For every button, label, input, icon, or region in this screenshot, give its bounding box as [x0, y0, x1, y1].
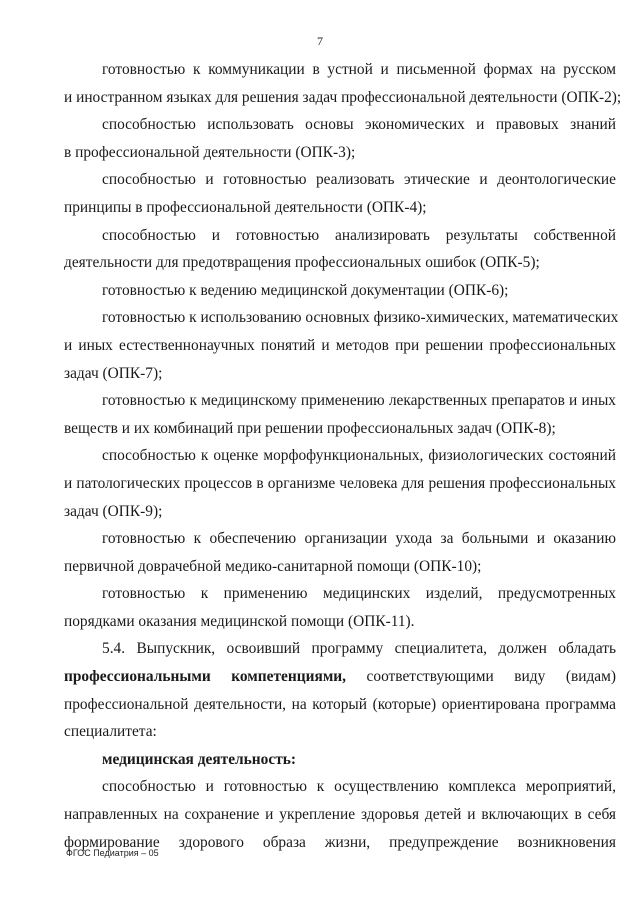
text-line: способностью к оценке морфофункциональных, физиологических состояний: [102, 447, 616, 465]
text-line: порядками оказания медицинской помощи (ОПК-11).: [64, 612, 415, 630]
text-line: готовностью к коммуникации в устной и письменной формах на русском: [102, 61, 616, 78]
text-line: специалитета:: [64, 723, 157, 741]
text-line: медицинская деятельность:: [102, 750, 297, 768]
text-line: готовностью к обеспечению организации ухода за больными и оказанию: [102, 530, 616, 548]
text-line: готовностью к использованию основных физико-химических, математических: [102, 309, 619, 327]
text-line: и иных естественнонаучных понятий и методов при решении профессиональных: [64, 336, 616, 354]
text-line: задач (ОПК-9);: [64, 502, 163, 520]
text-line: способностью использовать основы экономических и правовых знаний: [102, 116, 616, 134]
text-line: задач (ОПК-7);: [64, 364, 163, 382]
text-line: в профессиональной деятельности (ОПК-3);: [64, 143, 356, 161]
text-line: и патологических процессов в организме человека для решения профессиональных: [64, 474, 616, 492]
text-line: способностью и готовностью реализовать этические и деонтологические: [102, 171, 616, 189]
text-line: формирование здорового образа жизни, предупреждение возникновения: [64, 833, 616, 851]
document-body: [64, 56, 622, 856]
text-line: первичной доврачебной медико-санитарной помощи (ОПК-10);: [64, 557, 482, 575]
text-line: готовностью к ведению медицинской документации (ОПК-6);: [102, 281, 509, 299]
text-line: и иностранном языках для решения задач профессиональной деятельности (ОПК-2);: [64, 88, 622, 106]
text-line: деятельности для предотвращения профессиональных ошибок (ОПК-5);: [64, 254, 540, 272]
text-line: [64, 663, 616, 691]
page-number: 7: [317, 34, 323, 48]
text-line: профессиональной деятельности, на который (которые) ориентирована программа: [64, 695, 616, 713]
text-line: способностью и готовностью к осуществлению комплекса мероприятий,: [102, 778, 616, 796]
text-line: способностью и готовностью анализировать результаты собственной: [102, 226, 616, 244]
page-footer: ФГОС Педиатрия – 05: [66, 848, 159, 858]
line-text: соответствующими виду (видам): [346, 668, 616, 686]
text-line: готовностью к применению медицинских изделий, предусмотренных: [102, 585, 616, 603]
text-line: принципы в профессиональной деятельности (ОПК-4);: [64, 198, 427, 216]
text-line: 5.4. Выпускник, освоивший программу специалитета, должен обладать: [102, 640, 616, 658]
text-line: веществ и их комбинаций при решении профессиональных задач (ОПК-8);: [64, 419, 556, 437]
text-line: готовностью к медицинскому применению лекарственных препаратов и иных: [102, 392, 616, 410]
bold-term: профессиональными компетенциями,: [64, 668, 347, 686]
text-line: направленных на сохранение и укрепление здоровья детей и включающих в себя: [64, 806, 616, 824]
